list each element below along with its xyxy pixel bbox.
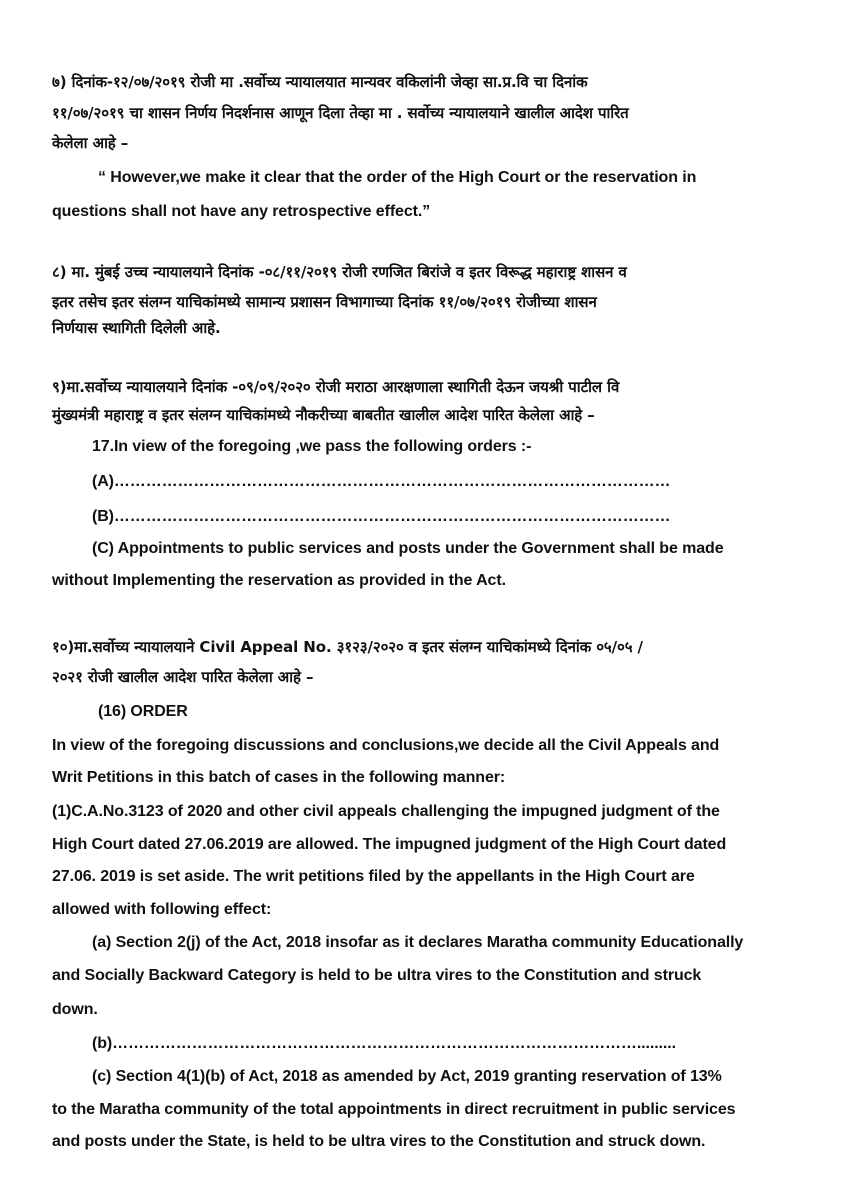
para9-line2: मुंख्यमंत्री महाराष्ट्र व इतर संलग्न याचिकांमध्ये नौकरीच्या बाबतीत खालील आदेश पारित केलेला आहे – — [52, 406, 595, 424]
para9-line1: ९)मा.सर्वोच्य न्यायालयाने दिनांक -०९/०९/२०२० रोजी मराठा आरक्षणाला स्थागिती देऊन जयश्री पाटील वि — [52, 378, 620, 396]
para10-a-line2: and Socially Backward Category is held to be ultra vires to the Constitution and struck — [52, 967, 702, 984]
para10-c-line3: and posts under the State, is held to be ultra vires to the Constitution and struck down. — [52, 1133, 706, 1150]
para10-order-heading: (16) ORDER — [98, 703, 188, 720]
para10-line1: १०)मा.सर्वोच्य न्यायालयाने Civil Appeal No. ३१२३/२०२० व इतर संलग्न याचिकांमध्ये दिनांक ०५/०५ / — [52, 638, 643, 656]
para10-body-line4: High Court dated 27.06.2019 are allowed. The impugned judgment of the High Court dated — [52, 836, 727, 853]
para9-order-a: (A)…………………………………………………………………………………………… — [92, 473, 671, 490]
para10-a-line1: (a) Section 2(j) of the Act, 2018 insofar as it declares Maratha community Educationally — [92, 934, 744, 951]
para10-body-line6: allowed with following effect: — [52, 901, 272, 918]
para10-c-line2: to the Maratha community of the total appointments in direct recruitment in public services — [52, 1101, 736, 1118]
para10-body-line3: (1)C.A.No.3123 of 2020 and other civil appeals challenging the impugned judgment of the — [52, 803, 720, 820]
para9-order-b: (B)…………………………………………………………………………………………… — [92, 508, 671, 525]
para10-line2: २०२१ रोजी खालील आदेश पारित केलेला आहे – — [52, 668, 314, 686]
para8-line2: इतर तसेच इतर संलग्न याचिकांमध्ये सामान्य प्रशासन विभागाच्या दिनांक ११/०७/२०१९ रोजीच्या शासन — [52, 293, 597, 311]
para9-order-intro: 17.In view of the foregoing ,we pass the following orders :- — [92, 438, 532, 455]
para7-line2: ११/०७/२०१९ चा शासन निर्णय निदर्शनास आणून दिला तेव्हा मा . सर्वोच्य न्यायालयाने खालील आदेश पारित — [52, 104, 629, 122]
para10-c-line1: (c) Section 4(1)(b) of Act, 2018 as amended by Act, 2019 granting reservation of 13% — [92, 1068, 722, 1085]
para7-line1: ७) दिनांक-१२/०७/२०१९ रोजी मा .सर्वोच्य न्यायालयात मान्यवर वकिलांनी जेव्हा सा.प्र.वि चा दिनांक — [52, 73, 588, 91]
para9-order-c-line1: (C) Appointments to public services and posts under the Government shall be made — [92, 540, 724, 557]
para10-body-line2: Writ Petitions in this batch of cases in the following manner: — [52, 769, 506, 786]
para8-line3: निर्णयास स्थागिती दिलेली आहे. — [52, 319, 221, 337]
para8-line1: ८) मा. मुंबई उच्च न्यायालयाने दिनांक -०८/११/२०१९ रोजी रणजित बिरांजे व इतर विरूद्ध महाराष्ट्र शासन व — [52, 263, 627, 281]
para7-line3: केलेला आहे – — [52, 134, 129, 152]
para10-a-line3: down. — [52, 1001, 98, 1018]
para7-quote-line1: “ However,we make it clear that the order of the High Court or the reservation in — [98, 169, 697, 186]
para9-order-c-line2: without Implementing the reservation as provided in the Act. — [52, 572, 506, 589]
para10-b: (b)………………………………………………………………………………………......... — [92, 1035, 676, 1052]
para10-body-line5: 27.06. 2019 is set aside. The writ petitions filed by the appellants in the High Court are — [52, 868, 695, 885]
para7-quote-line2: questions shall not have any retrospective effect.” — [52, 203, 431, 220]
para10-body-line1: In view of the foregoing discussions and conclusions,we decide all the Civil Appeals and — [52, 737, 720, 754]
